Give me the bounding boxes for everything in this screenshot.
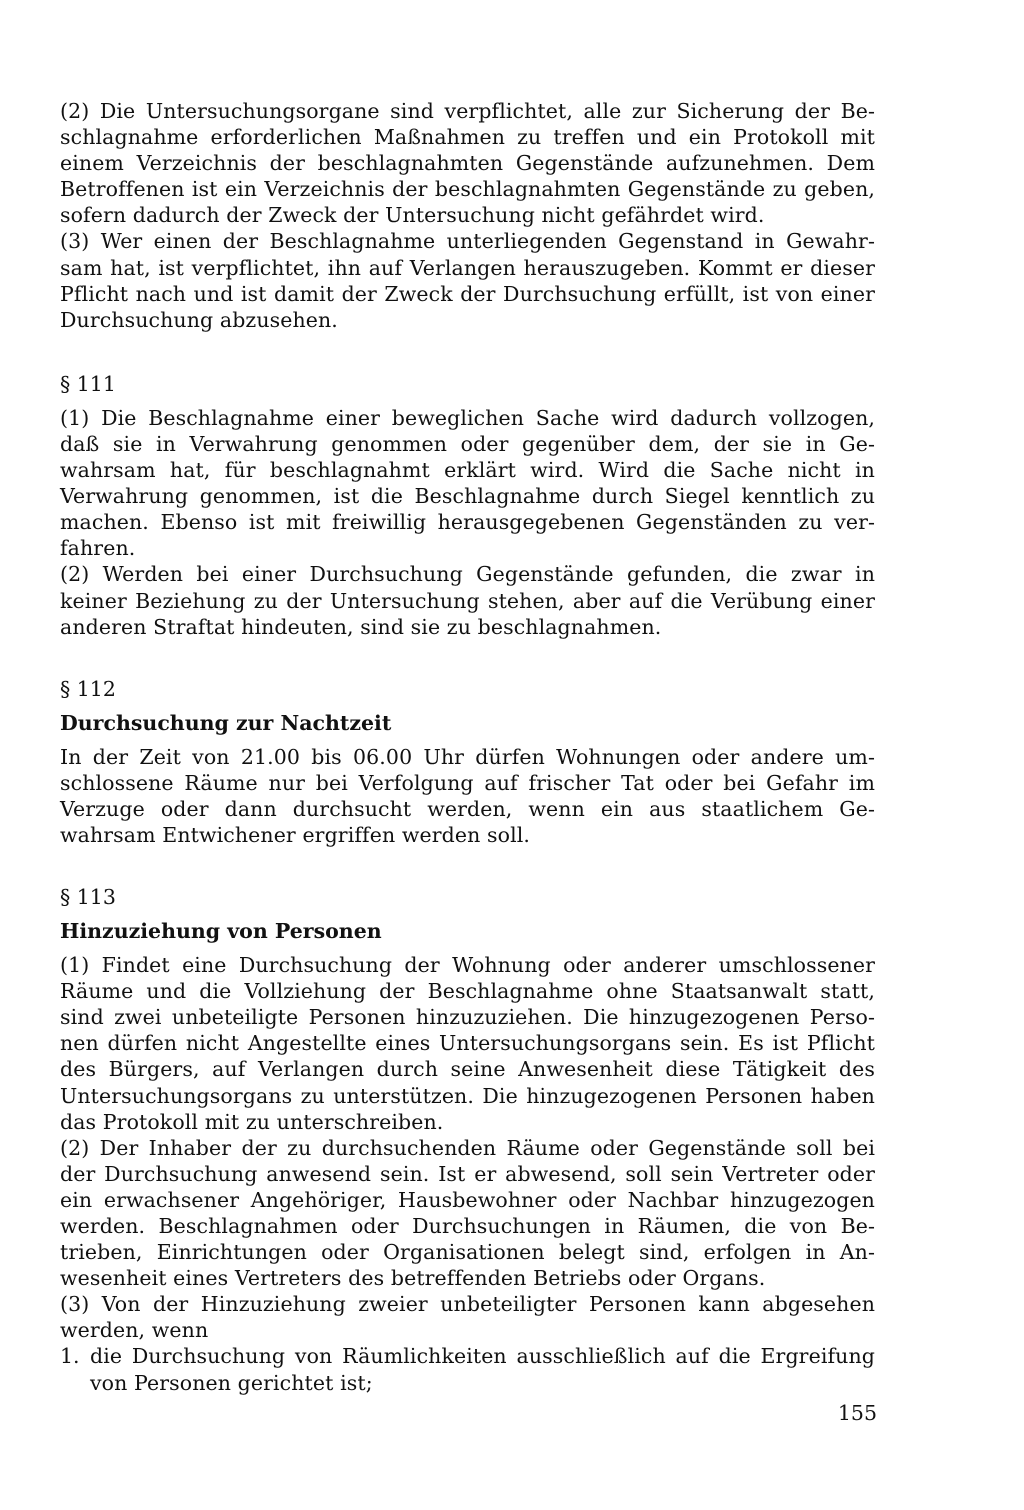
text-line: trieben, Einrichtungen oder Organisationen belegt sind, erfolgen in An-: [60, 1240, 875, 1265]
text-line: (2) Der Inhaber der zu durchsuchenden Räume oder Gegenstände soll bei: [60, 1135, 875, 1160]
text-line: Pflicht nach und ist damit der Zweck der Durchsuchung erfüllt, ist von einer: [60, 281, 875, 306]
text-line: wesenheit eines Vertreters des betreffenden Betriebs oder Organs.: [60, 1266, 766, 1291]
list-item: [60, 1343, 875, 1395]
text-line: Untersuchungsorgans zu unterstützen. Die hinzugezogenen Personen haben: [60, 1083, 875, 1108]
text-line: einem Verzeichnis der beschlagnahmten Gegenstände aufzunehmen. Dem: [60, 151, 875, 176]
section-title: Durchsuchung zur Nachtzeit: [60, 710, 392, 735]
text-line: sofern dadurch der Zweck der Untersuchung nicht gefährdet wird.: [60, 203, 765, 228]
text-line: (2) Werden bei einer Durchsuchung Gegenstände gefunden, die zwar in: [60, 562, 875, 587]
text-line: Durchsuchung abzusehen.: [60, 307, 338, 332]
text-line: (2) Die Untersuchungsorgane sind verpflichtet, alle zur Sicherung der Be-: [60, 99, 875, 123]
section-title: Hinzuziehung von Personen: [60, 919, 382, 944]
text-line: werden, wenn: [60, 1318, 209, 1343]
section-113: [60, 884, 875, 1396]
section-number: § 111: [60, 371, 116, 396]
text-line: Verwahrung genommen, ist die Beschlagnahme durch Siegel kenntlich zu: [60, 484, 875, 509]
text-line: anderen Straftat hindeuten, sind sie zu beschlagnahmen.: [60, 614, 662, 639]
section-111: [60, 371, 875, 640]
text-line: wahrsam Entwichener ergriffen werden soll.: [60, 822, 531, 847]
text-line: (3) Von der Hinzuziehung zweier unbeteiligter Personen kann abgesehen: [60, 1292, 875, 1317]
text-line: Betroffenen ist ein Verzeichnis der beschlagnahmten Gegenstände zu geben,: [60, 177, 875, 202]
text-line: machen. Ebenso ist mit freiwillig herausgegebenen Gegenständen zu ver-: [60, 510, 875, 535]
text-line: Verzuge oder dann durchsucht werden, wenn ein aus staatlichem Ge-: [60, 796, 875, 821]
text-line: keiner Beziehung zu der Untersuchung stehen, aber auf die Verübung einer: [60, 588, 875, 613]
text-line: fahren.: [60, 536, 136, 561]
text-line: des Bürgers, auf Verlangen durch seine Anwesenheit diese Tätigkeit des: [60, 1057, 875, 1082]
text-line: nen dürfen nicht Angestellte eines Untersuchungsorgans sein. Es ist Pflicht: [60, 1031, 875, 1056]
text-line: werden. Beschlagnahmen oder Durchsuchungen in Räumen, die von Be-: [60, 1214, 875, 1238]
text-line: In der Zeit von 21.00 bis 06.00 Uhr dürfen Wohnungen oder andere um-: [60, 744, 875, 769]
text-line: Räume und die Vollziehung der Beschlagnahme ohne Staatsanwalt statt,: [60, 979, 875, 1004]
section-112: [60, 676, 875, 848]
list-item-number: 1.: [60, 1344, 80, 1369]
text-line: sam hat, ist verpflichtet, ihn auf Verlangen herauszugeben. Kommt er dieser: [60, 255, 875, 280]
text-line: die Durchsuchung von Räumlichkeiten ausschließlich auf die Ergreifung: [90, 1344, 875, 1369]
text-line: schlagnahme erforderlichen Maßnahmen zu treffen und ein Protokoll mit: [60, 125, 875, 150]
text-line: wahrsam hat, für beschlagnahmt erklärt wird. Wird die Sache nicht in: [60, 458, 875, 483]
page-number: 155: [837, 1401, 877, 1425]
text-line: daß sie in Verwahrung genommen oder gegenüber dem, der sie in Ge-: [60, 431, 875, 456]
paragraph-110-continuation: [60, 98, 875, 333]
text-line: von Personen gerichtet ist;: [90, 1370, 373, 1395]
text-line: (1) Findet eine Durchsuchung der Wohnung oder anderer umschlossener: [60, 953, 875, 978]
section-number: § 113: [60, 885, 116, 910]
text-column: [60, 98, 875, 1396]
text-line: schlossene Räume nur bei Verfolgung auf frischer Tat oder bei Gefahr im: [60, 770, 875, 795]
text-line: sind zwei unbeteiligte Personen hinzuzuziehen. Die hinzugezogenen Perso-: [60, 1005, 875, 1030]
text-line: (1) Die Beschlagnahme einer beweglichen Sache wird dadurch vollzogen,: [60, 405, 875, 430]
text-line: (3) Wer einen der Beschlagnahme unterliegenden Gegenstand in Gewahr-: [60, 229, 875, 254]
text-line: der Durchsuchung anwesend sein. Ist er abwesend, soll sein Vertreter oder: [60, 1161, 875, 1186]
section-number: § 112: [60, 676, 116, 701]
text-line: das Protokoll mit zu unterschreiben.: [60, 1109, 444, 1134]
list-item-body: [90, 1343, 875, 1395]
text-line: ein erwachsener Angehöriger, Hausbewohner oder Nachbar hinzugezogen: [60, 1187, 875, 1212]
